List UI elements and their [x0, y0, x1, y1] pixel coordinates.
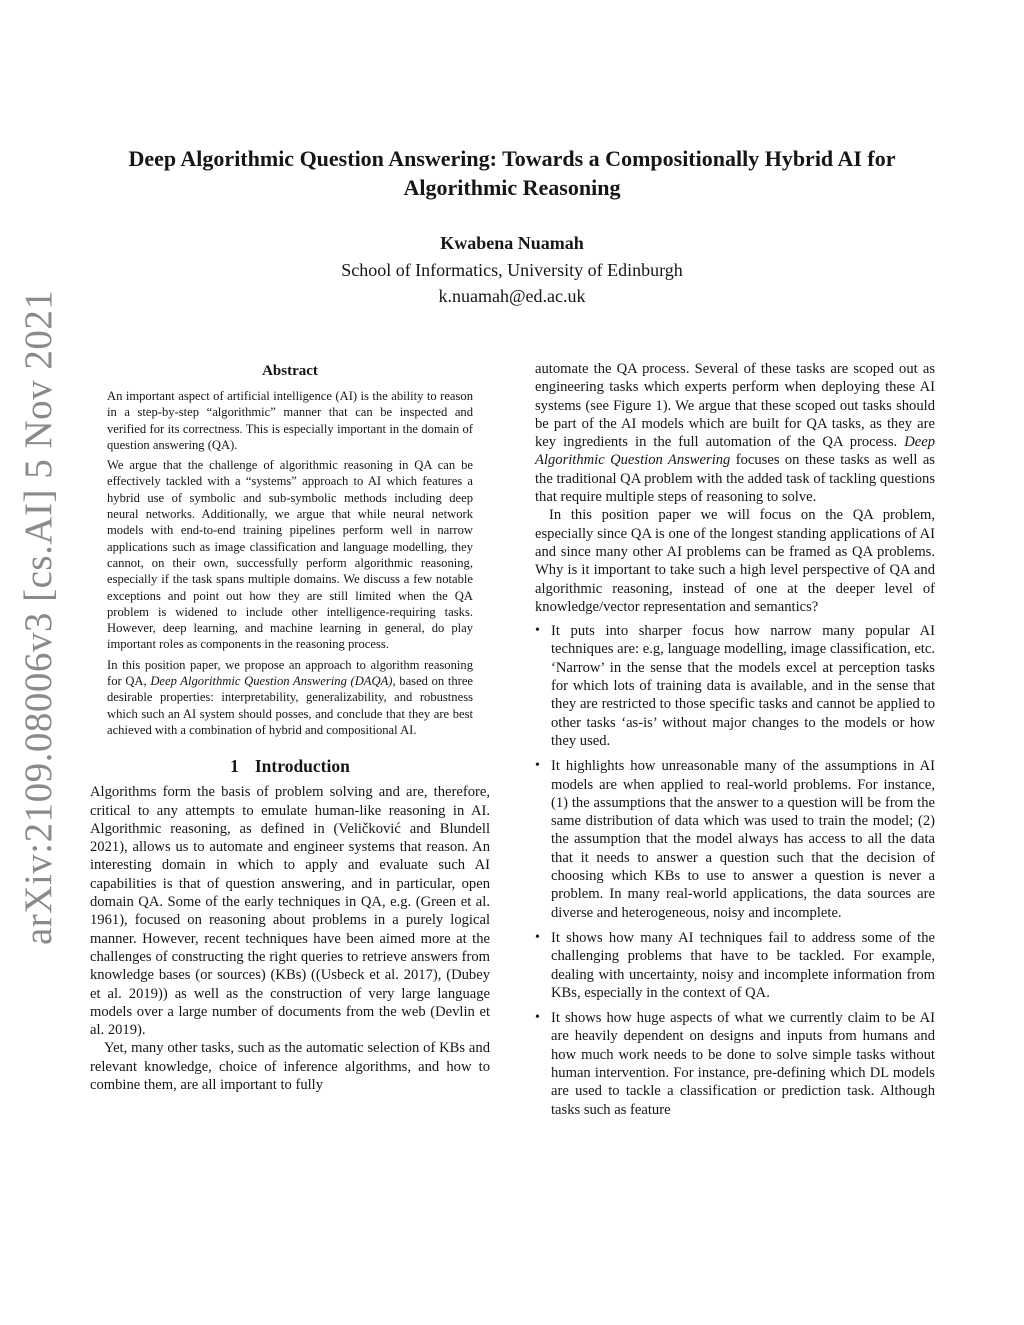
author-affiliation-block: [0, 257, 1024, 309]
bullet-text: It highlights how unreasonable many of the assumptions in AI models are when applied to real-world problems. For instance, (1) the assumptions that the answer to a question will be from the same distribution of data which was used to train the model; (2) the assumption that the model always has access to all the data that it needs to answer a question such that the decision of choosing which KBs to use to answer a question is never a problem. In many real-world applications, the data sources are diverse and heterogeneous, noisy and incomplete.: [551, 758, 935, 921]
right-p1-text-before: automate the QA process. Several of these tasks are scoped out as engineering tasks which experts perform when deploying these AI systems (see Figure 1). We argue that these scoped out tasks should be part of the AI models which are built for QA tasks, as they are key ingredients in the full automation of the QA process.: [535, 361, 935, 451]
affiliation: School of Informatics, University of Edinburgh: [341, 260, 683, 280]
bullet-item: [535, 622, 935, 750]
title-line-1: Deep Algorithmic Question Answering: Towards a Compositionally Hybrid AI for: [128, 146, 896, 171]
bullet-dot: •: [535, 929, 540, 945]
abstract-heading: Abstract: [262, 363, 318, 379]
author-email: k.nuamah@ed.ac.uk: [438, 286, 586, 306]
right-column: [535, 360, 935, 1126]
bullet-dot: •: [535, 623, 540, 639]
abstract-body: [90, 388, 490, 738]
bullet-dot: •: [535, 1010, 540, 1026]
bullet-dot: •: [535, 758, 540, 774]
left-column: [90, 360, 490, 1094]
title-line-2: Algorithmic Reasoning: [403, 175, 621, 200]
abstract-p3-italic-term: Deep Algorithmic Question Answering (DAQA): [150, 674, 393, 689]
bullet-item: [535, 757, 935, 922]
section-title: Introduction: [254, 756, 350, 777]
bullet-text: It puts into sharper focus how narrow many popular AI techniques are: e.g, language modelling, image classification, etc. ‘Narrow’ in the sense that the models excel at perception tasks for which lots of training data is available, and in the sense that they are restricted to those specific tasks and cannot be applied to other tasks ‘as-is’ without major changes to the models or how they used.: [551, 623, 935, 749]
bullet-item: [535, 1009, 935, 1119]
intro-paragraph-1: Algorithms form the basis of problem solving and are, therefore, critical to any attempts to emulate human-like reasoning in AI. Algorithmic reasoning, as defined in (Veličković and Blundell 2021), allows us to automate and engineer systems that reason. An interesting domain in which to apply and evaluate such AI capabilities is that of question answering, and in particular, open domain QA. Some of the early techniques in QA, e.g. (Green et al. 1961), focused on reasoning about problems in a purely logical manner. However, recent techniques have been aimed more at the challenges of constructing the right queries to retrieve answers from knowledge bases (or sources) (KBs) ((Usbeck et al. 2017), (Dubey et al. 2019)) as well as the construction of very large language models over a large number of documents from the web (Devlin et al. 2019).: [90, 784, 490, 1039]
bullet-list: [535, 622, 935, 1119]
bullet-item: [535, 929, 935, 1002]
abstract-p3-text-after: , based on three desirable properties: interpretability, generalizability, and robustness which such an AI system should posses, and conclude that they are best achieved with a combination of hybrid and compositional AI.: [107, 674, 473, 737]
intro-paragraph-2: Yet, many other tasks, such as the automatic selection of KBs and relevant knowledge, choice of inference algorithms, and how to combine them, are all important to fully: [90, 1040, 490, 1093]
abstract-paragraph-2: We argue that the challenge of algorithmic reasoning in QA can be effectively tackled with a “systems” approach to AI which features a hybrid use of symbolic and sub-symbolic methods including deep neural networks. Additionally, we argue that while neural network models with end-to-end training pipelines perform well in narrow applications such as image classification and language modelling, they cannot, on their own, successfully perform algorithmic reasoning, especially if the task spans multiple domains. We discuss a few notable exceptions and point out how they are still limited when the QA problem is widened to include other intelligence-requiring tasks. However, deep learning, and machine learning in general, do play important roles as components in the reasoning process.: [107, 458, 473, 652]
abstract-paragraph-1: An important aspect of artificial intelligence (AI) is the ability to reason in a step-by-step “algorithmic” manner that can be inspected and verified for its correctness. This is especially important in the domain of question answering (QA).: [107, 389, 473, 452]
arxiv-identifier-stamp: arXiv:2109.08006v3 [cs.AI] 5 Nov 2021: [17, 289, 60, 945]
right-p1-italic-term: Deep Algorithmic Question Answering: [535, 434, 935, 469]
right-p1-text-after: focuses on these tasks as well as the traditional QA problem with the added task of tackling questions that require multiple steps of reasoning to solve.: [535, 452, 935, 506]
paper-title: [60, 144, 964, 202]
abstract-paragraph-3: [107, 657, 473, 738]
abstract-p3-text-before: In this position paper, we propose an approach to algorithm reasoning for QA,: [107, 657, 473, 689]
right-paragraph-1: [535, 360, 935, 506]
author-name: Kwabena Nuamah: [440, 233, 584, 253]
bullet-text: It shows how huge aspects of what we currently claim to be AI are heavily dependent on designs and inputs from humans and how much work needs to be done to solve simple tasks without human intervention. For instance, pre-defining which DL models are used to tackle a classification or prediction task. Although tasks such as feature: [551, 1010, 935, 1118]
introduction-heading: [90, 756, 490, 777]
right-paragraph-2: In this position paper we will focus on the QA problem, especially since QA is one of the longest standing applications of AI and since many other AI problems can be framed as QA problems. Why is it important to take such a high level perspective of QA and algorithmic reasoning, instead of one at the deeper level of knowledge/vector representation and semantics?: [535, 507, 935, 615]
section-number: 1: [230, 756, 239, 777]
bullet-text: It shows how many AI techniques fail to address some of the challenging problems that have to be tackled. For example, dealing with uncertainty, noisy and incomplete information from KBs, especially in the context of QA.: [551, 929, 935, 1001]
